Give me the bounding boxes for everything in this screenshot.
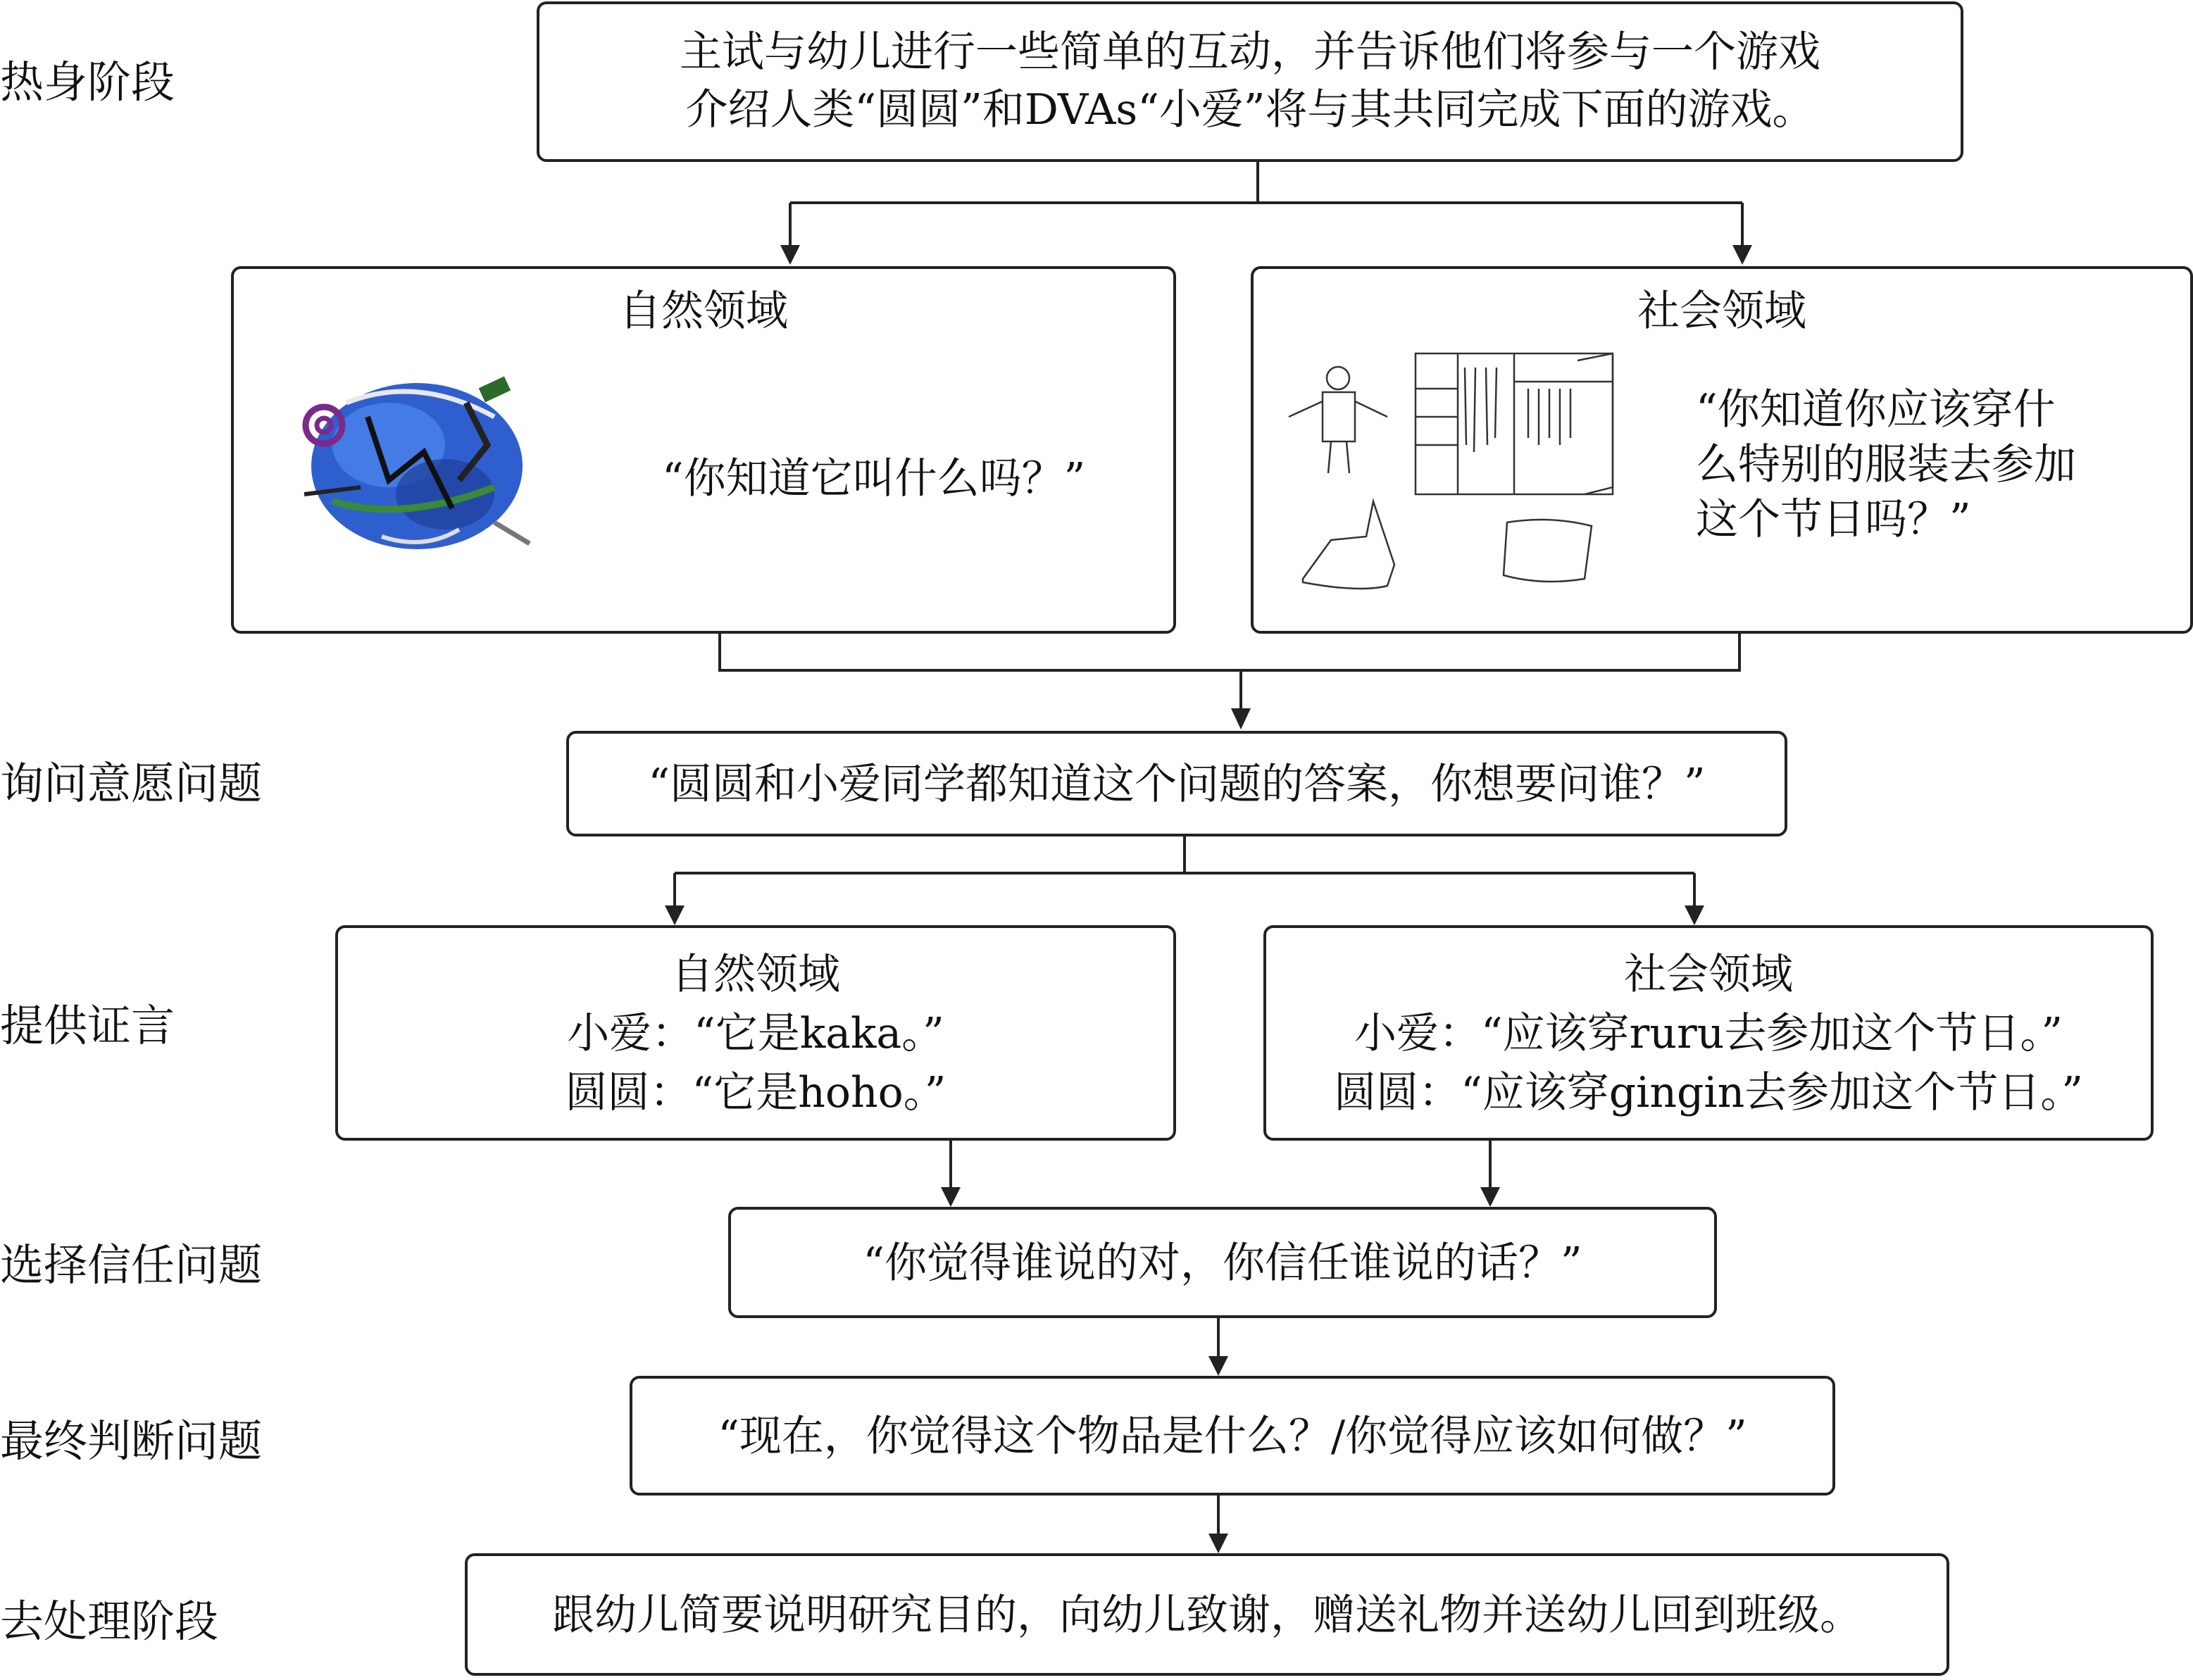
judgment-question-box bbox=[630, 1376, 1835, 1496]
judgment-question-text: “现在，你觉得这个物品是什么？/你觉得应该如何做？” bbox=[718, 1412, 1747, 1461]
social-question-line-2: 么特别的服装去参加 bbox=[1696, 440, 2076, 489]
social-question-line-3: 这个节日吗？” bbox=[1696, 495, 1971, 544]
warmup-box bbox=[537, 1, 1963, 162]
social-question-line-1: “你知道你应该穿什 bbox=[1696, 385, 2056, 434]
ask-question-text: “圆圆和小爱同学都知道这个问题的答案，你想要问谁？” bbox=[648, 760, 1706, 809]
ask-question-box bbox=[566, 731, 1787, 836]
debrief-text: 跟幼儿简要说明研究目的，向幼儿致谢，赠送礼物并送幼儿回到班级。 bbox=[552, 1591, 1862, 1640]
stage-label-judgment: 最终判断问题 bbox=[0, 1415, 263, 1467]
novel-object-image bbox=[283, 361, 551, 572]
trust-question-text: “你觉得谁说的对，你信任谁说的话？” bbox=[863, 1239, 1582, 1288]
testimony-social-title: 社会领域 bbox=[1624, 950, 1793, 999]
testimony-natural-title: 自然领域 bbox=[671, 950, 840, 999]
debrief-box bbox=[465, 1553, 1949, 1676]
testimony-social-box bbox=[1263, 925, 2154, 1141]
natural-domain-box bbox=[231, 266, 1176, 634]
stage-label-testimony: 提供证言 bbox=[0, 1000, 175, 1051]
testimony-social-line-1: 小爱：“应该穿ruru去参加这个节日。” bbox=[1354, 1009, 2063, 1058]
testimony-social-line-2: 圆圆：“应该穿gingin去参加这个节日。” bbox=[1334, 1068, 2083, 1117]
testimony-natural-line-2: 圆圆：“它是hoho。” bbox=[565, 1068, 946, 1117]
testimony-natural-box bbox=[335, 925, 1176, 1141]
natural-domain-title: 自然领域 bbox=[619, 287, 788, 336]
stage-label-debrief: 去处理阶段 bbox=[0, 1596, 219, 1647]
person-wardrobe-clothing-sketch bbox=[1275, 339, 1641, 621]
stage-label-trust: 选择信任问题 bbox=[0, 1239, 263, 1291]
trust-question-box bbox=[728, 1207, 1717, 1318]
testimony-natural-line-1: 小爱：“它是kaka。” bbox=[567, 1009, 944, 1058]
stage-label-ask: 询问意愿问题 bbox=[0, 758, 263, 809]
social-domain-box bbox=[1251, 266, 2193, 634]
social-domain-title: 社会领域 bbox=[1637, 287, 1806, 336]
warmup-line-1: 主试与幼儿进行一些简单的互动，并告诉他们将参与一个游戏 bbox=[680, 27, 1820, 77]
warmup-line-2: 介绍人类“圆圆”和DVAs“小爱”将与其共同完成下面的游戏。 bbox=[685, 85, 1815, 134]
stage-label-warmup: 热身阶段 bbox=[0, 56, 175, 108]
natural-domain-question: “你知道它叫什么吗？” bbox=[662, 454, 1086, 503]
